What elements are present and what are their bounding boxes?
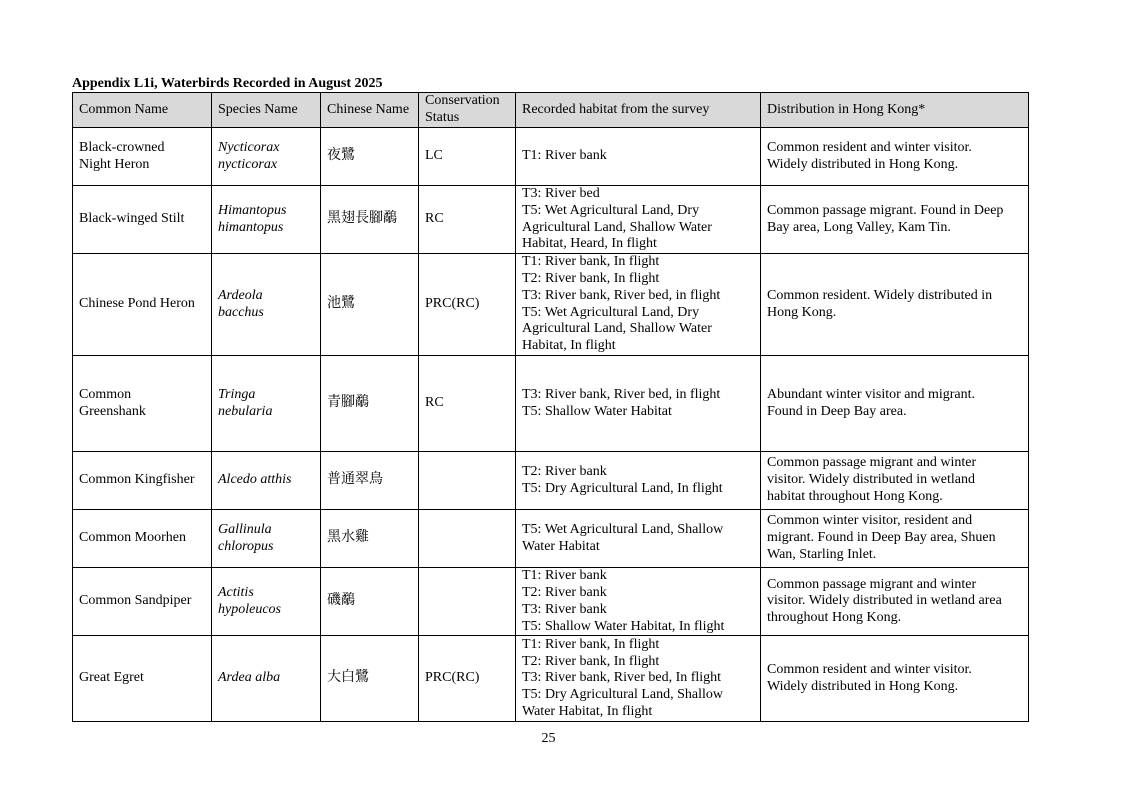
recorded-habitat-cell — [516, 356, 761, 452]
header-recorded-habitat: Recorded habitat from the survey — [516, 93, 761, 128]
common-name-line: Great Egret — [79, 670, 144, 686]
distribution-line: Common resident and winter visitor. — [767, 662, 972, 678]
header-chinese-name-line: Chinese — [327, 101, 373, 117]
habitat-line: T5: Shallow Water Habitat — [522, 403, 672, 419]
conservation-status-cell — [419, 510, 516, 568]
distribution-cell — [761, 254, 1029, 356]
recorded-habitat-cell — [516, 568, 761, 636]
habitat-line: Agricultural Land, Shallow Water — [522, 219, 712, 235]
distribution-line: visitor. Widely distributed in wetland area — [767, 593, 1002, 609]
distribution-cell — [761, 636, 1029, 722]
header-chinese-name — [321, 93, 419, 128]
distribution-line: Wan, Starling Inlet. — [767, 547, 877, 563]
habitat-line: T3: River bank, River bed, In flight — [522, 670, 722, 686]
species-name-line: nebularia — [218, 403, 273, 419]
common-name-line: Chinese Pond Heron — [79, 296, 195, 312]
table-row — [73, 510, 1029, 568]
table-row — [73, 452, 1029, 510]
recorded-habitat-cell — [516, 452, 761, 510]
species-name-cell — [212, 356, 321, 452]
recorded-habitat-cell — [516, 128, 761, 186]
common-name-line: Common Sandpiper — [79, 593, 192, 609]
habitat-line: T3: River bed — [522, 186, 600, 201]
species-name-line: hypoleucos — [218, 601, 281, 617]
species-name-cell — [212, 568, 321, 636]
distribution-line: Common passage migrant and winter — [767, 455, 977, 471]
distribution-line: Common passage migrant and winter — [767, 576, 977, 592]
conservation-status-cell: RC — [419, 356, 516, 452]
distribution-line: Found in Deep Bay area. — [767, 403, 907, 419]
header-chinese-name-line: Name — [375, 101, 410, 117]
header-distribution: Distribution in Hong Kong* — [761, 93, 1029, 128]
common-name-cell — [73, 254, 212, 356]
species-name-line: Actitis — [218, 584, 254, 600]
common-name-cell — [73, 636, 212, 722]
table-header-row — [73, 93, 1029, 128]
common-name-line: Night Heron — [79, 156, 150, 172]
distribution-line: throughout Hong Kong. — [767, 610, 902, 626]
page-number: 25 — [541, 731, 556, 746]
distribution-line: Common resident and winter visitor. — [767, 139, 972, 155]
species-name-line: himantopus — [218, 219, 284, 235]
species-name-line: Alcedo atthis — [218, 472, 292, 488]
habitat-line: Water Habitat — [522, 538, 600, 554]
species-name-cell — [212, 254, 321, 356]
chinese-name-cell: 黑翅長腳鷸 — [321, 186, 419, 254]
species-name-line: bacchus — [218, 304, 264, 320]
common-name-line: Common — [79, 386, 132, 402]
header-conservation-status-line: Conservation — [425, 93, 500, 109]
habitat-line: Habitat, Heard, In flight — [522, 236, 657, 252]
common-name-cell — [73, 356, 212, 452]
distribution-cell — [761, 510, 1029, 568]
species-name-line: nycticorax — [218, 156, 278, 172]
species-name-cell — [212, 452, 321, 510]
distribution-line: Hong Kong. — [767, 304, 837, 320]
distribution-line: Common resident. Widely distributed in — [767, 287, 993, 303]
header-common-name: Common Name — [73, 93, 212, 128]
table-row — [73, 128, 1029, 186]
species-name-line: Himantopus — [218, 202, 287, 218]
distribution-cell — [761, 452, 1029, 510]
distribution-line: visitor. Widely distributed in wetland — [767, 472, 975, 488]
chinese-name-cell: 池鷺 — [321, 254, 419, 356]
species-name-line: chloropus — [218, 538, 274, 554]
species-name-cell — [212, 186, 321, 254]
species-name-line: Ardea alba — [218, 670, 281, 686]
distribution-cell — [761, 356, 1029, 452]
common-name-line: Common Moorhen — [79, 530, 186, 546]
habitat-line: T3: River bank — [522, 601, 607, 617]
chinese-name-cell: 黑水雞 — [321, 510, 419, 568]
distribution-line: migrant. Found in Deep Bay area, Shuen — [767, 530, 996, 546]
page-title: Appendix L1i, Waterbirds Recorded in August 2025 — [72, 76, 383, 91]
habitat-line: T5: Wet Agricultural Land, Dry — [522, 202, 700, 218]
common-name-cell — [73, 128, 212, 186]
species-name-cell — [212, 636, 321, 722]
species-name-line: Ardeola — [218, 287, 263, 303]
table-row — [73, 636, 1029, 722]
species-name-line: Tringa — [218, 386, 256, 402]
header-conservation-status — [419, 93, 516, 128]
habitat-line: T2: River bank, In flight — [522, 271, 660, 287]
conservation-status-cell: PRC(RC) — [419, 254, 516, 356]
common-name-cell — [73, 452, 212, 510]
header-conservation-status-line: Status — [425, 110, 460, 125]
conservation-status-cell: LC — [419, 128, 516, 186]
common-name-cell — [73, 568, 212, 636]
distribution-line: Bay area, Long Valley, Kam Tin. — [767, 219, 951, 235]
chinese-name-cell: 普通翠鳥 — [321, 452, 419, 510]
chinese-name-cell: 夜鷺 — [321, 128, 419, 186]
habitat-line: T5: Wet Agricultural Land, Dry — [522, 304, 700, 320]
table-body — [73, 128, 1029, 722]
conservation-status-cell: RC — [419, 186, 516, 254]
habitat-line: T5: Dry Agricultural Land, In flight — [522, 480, 723, 496]
table-row — [73, 254, 1029, 356]
distribution-cell — [761, 128, 1029, 186]
conservation-status-cell: PRC(RC) — [419, 636, 516, 722]
habitat-line: T1: River bank — [522, 148, 607, 164]
habitat-line: T5: Wet Agricultural Land, Shallow — [522, 521, 724, 537]
chinese-name-cell: 磯鷸 — [321, 568, 419, 636]
distribution-line: Abundant winter visitor and migrant. — [767, 386, 976, 402]
recorded-habitat-cell — [516, 186, 761, 254]
species-name-cell — [212, 128, 321, 186]
habitat-line: T2: River bank, In flight — [522, 653, 660, 669]
table-row — [73, 356, 1029, 452]
distribution-line: Widely distributed in Hong Kong. — [767, 678, 959, 694]
conservation-status-cell — [419, 452, 516, 510]
distribution-cell — [761, 568, 1029, 636]
common-name-line: Common Kingfisher — [79, 472, 195, 488]
common-name-line: Black-crowned — [79, 139, 165, 155]
habitat-line: T5: Dry Agricultural Land, Shallow — [522, 687, 724, 703]
habitat-line: Water Habitat, In flight — [522, 704, 653, 720]
waterbirds-table — [72, 92, 1029, 722]
conservation-status-cell — [419, 568, 516, 636]
species-name-line: Nycticorax — [218, 139, 280, 155]
table-row — [73, 186, 1029, 254]
distribution-line: Common winter visitor, resident and — [767, 513, 973, 529]
header-species-name: Species Name — [212, 93, 321, 128]
common-name-line: Greenshank — [79, 403, 146, 419]
habitat-line: T1: River bank, In flight — [522, 636, 660, 652]
distribution-line: habitat throughout Hong Kong. — [767, 489, 943, 505]
species-name-line: Gallinula — [218, 521, 272, 537]
table-row — [73, 568, 1029, 636]
common-name-cell — [73, 510, 212, 568]
habitat-line: T3: River bank, River bed, in flight — [522, 386, 721, 402]
chinese-name-cell: 大白鷺 — [321, 636, 419, 722]
habitat-line: T5: Shallow Water Habitat, In flight — [522, 618, 725, 634]
habitat-line: T3: River bank, River bed, in flight — [522, 287, 721, 303]
recorded-habitat-cell — [516, 254, 761, 356]
common-name-line: Black-winged Stilt — [79, 211, 185, 227]
chinese-name-cell: 青腳鷸 — [321, 356, 419, 452]
habitat-line: T1: River bank — [522, 568, 607, 584]
species-name-cell — [212, 510, 321, 568]
distribution-line: Common passage migrant. Found in Deep — [767, 202, 1004, 218]
habitat-line: Habitat, In flight — [522, 338, 616, 354]
distribution-cell — [761, 186, 1029, 254]
habitat-line: Agricultural Land, Shallow Water — [522, 321, 712, 337]
recorded-habitat-cell — [516, 636, 761, 722]
habitat-line: T2: River bank — [522, 584, 607, 600]
recorded-habitat-cell — [516, 510, 761, 568]
habitat-line: T2: River bank — [522, 463, 607, 479]
habitat-line: T1: River bank, In flight — [522, 254, 660, 270]
distribution-line: Widely distributed in Hong Kong. — [767, 156, 959, 172]
common-name-cell — [73, 186, 212, 254]
